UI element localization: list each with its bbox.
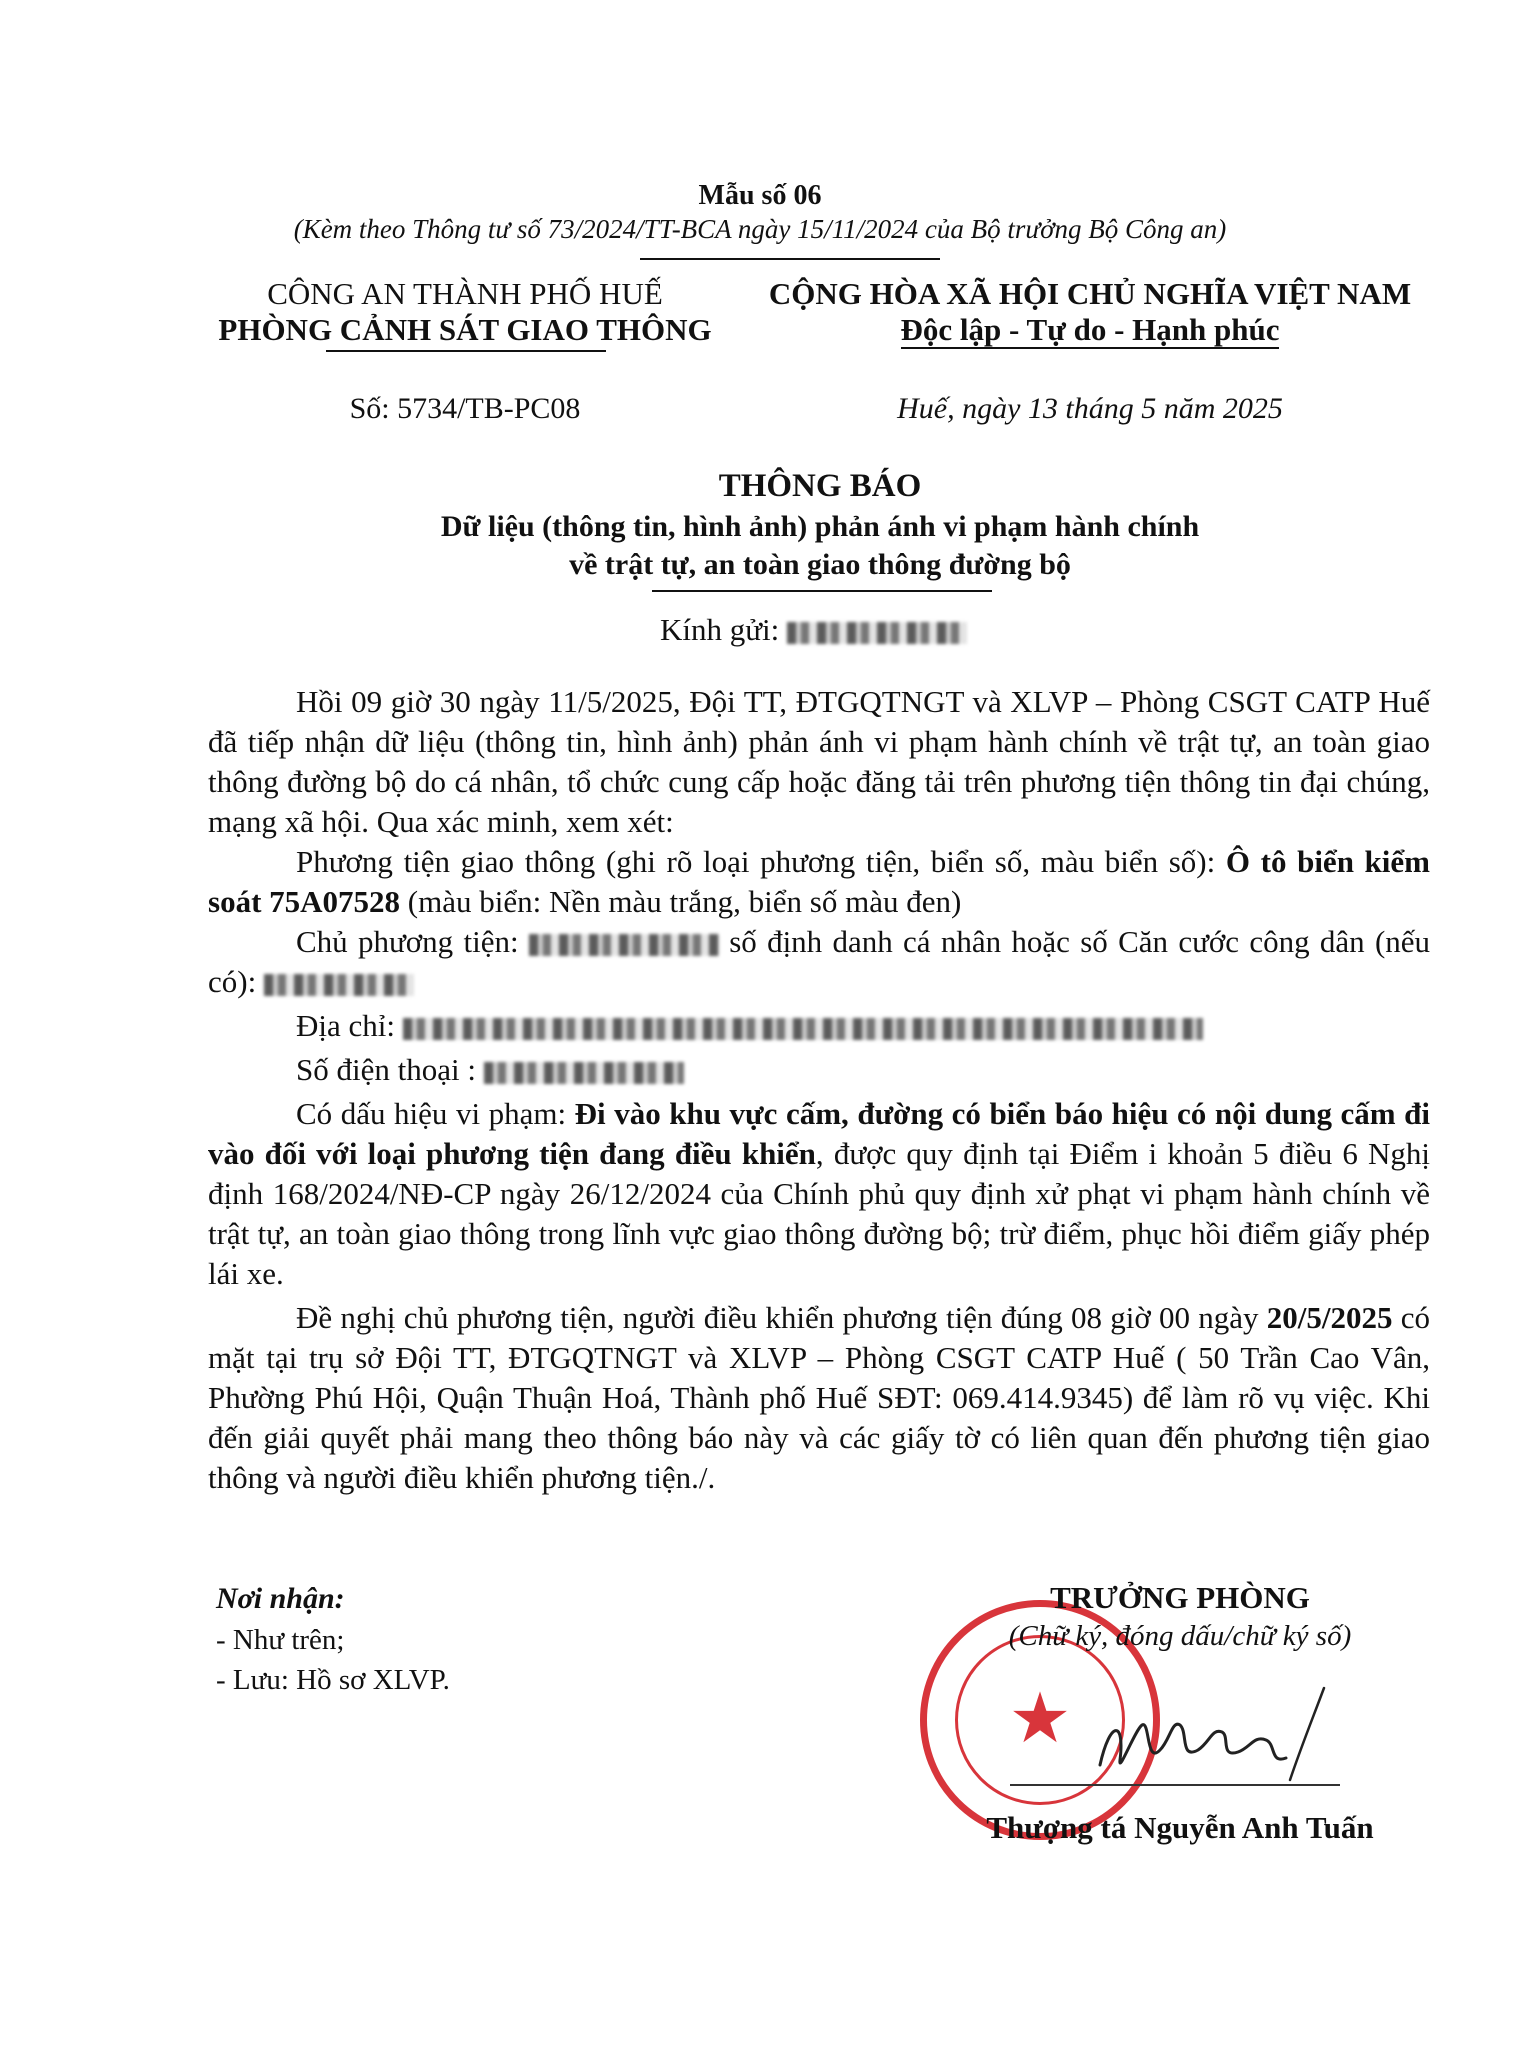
violation-rest: , được quy định tại Điểm i khoản 5 điều 6 Nghị định 168/2024/NĐ-CP ngày 26/12/2024 của Chính phủ quy định xử phạt vi phạm hành chính về trật tự, an toàn giao thông trong lĩnh vực giao thông đường bộ; trừ điểm, phục hồi điểm giấy phép lái xe. [208, 1136, 1430, 1291]
violation-value: Đi vào khu vực cấm, đường có biển báo hiệu có nội dung cấm đi vào đối với loại phương tiện đang điều khiển [208, 1096, 1431, 1171]
paragraph-violation [208, 1094, 1430, 1294]
form-note-rule [640, 258, 940, 260]
title-underline [652, 590, 992, 592]
signature-rule [1010, 1784, 1340, 1786]
agency-line2: PHÒNG CẢNH SÁT GIAO THÔNG [218, 312, 712, 347]
request-date: 20/5/2025 [1266, 1300, 1393, 1335]
request-rest: có mặt tại trụ sở Đội TT, ĐTGQTNGT và XLVP – Phòng CSGT CATP Huế ( 50 Trần Cao Vân, Phường Phú Hội, Quận Thuận Hoá, Thành phố Huế SĐT: 069.414.9345) để làm rõ vụ việc. Khi đến giải quyết phải mang theo thông báo này và các giấy tờ có liên quan đến phương tiện giao thông và người điều khiển phương tiện./. [208, 1300, 1431, 1495]
nation-line1: CỘNG HÒA XÃ HỘI CHỦ NGHĨA VIỆT NAM [768, 276, 1412, 311]
document-title: THÔNG BÁO [718, 468, 922, 504]
redacted-owner-name [529, 934, 719, 956]
paragraph-owner [208, 922, 1430, 1002]
signer-name: Thượng tá Nguyễn Anh Tuấn [986, 1810, 1374, 1845]
nation-motto: Độc lập - Tự do - Hạnh phúc [900, 312, 1280, 347]
vehicle-label: Phương tiện giao thông (ghi rõ loại phương tiện, biển số, màu biển số): [296, 844, 1216, 879]
recipients-item-2: - Lưu: Hồ sơ XLVP. [216, 1664, 450, 1696]
document-body [208, 682, 1430, 1498]
redacted-phone [484, 1062, 684, 1084]
owner-id-label: số định danh cá nhân hoặc số Căn cước công dân (nếu có): [208, 924, 1431, 999]
recipient-line [660, 612, 967, 648]
nation-line2 [740, 312, 1440, 348]
paragraph-intro: Hồi 09 giờ 30 ngày 11/5/2025, Đội TT, ĐTGQTNGT và XLVP – Phòng CSGT CATP Huế đã tiếp nhận dữ liệu (thông tin, hình ảnh) phản ánh vi phạm hành chính về trật tự, an toàn giao thông đường bộ do cá nhân, tổ chức cung cấp hoặc đăng tải trên phương tiện thông tin đại chúng, mạng xã hội. Qua xác minh, xem xét: [208, 684, 1430, 839]
recipients-item-1: - Như trên; [216, 1624, 345, 1656]
agency-line1: CÔNG AN THÀNH PHỐ HUẾ [267, 276, 663, 311]
signature-note: (Chữ ký, đóng dấu/chữ ký số) [1008, 1620, 1352, 1652]
redacted-recipient [787, 622, 967, 644]
paragraph-phone [208, 1050, 1430, 1090]
vehicle-value: Ô tô biển kiểm soát 75A07528 [208, 844, 1430, 919]
phone-label: Số điện thoại : [296, 1052, 476, 1087]
handwritten-signature [1080, 1680, 1340, 1800]
form-number: Mẫu số 06 [698, 180, 822, 211]
paragraph-vehicle [208, 842, 1430, 922]
redacted-address [403, 1018, 1203, 1040]
paragraph-address [208, 1006, 1430, 1046]
agency-underline [326, 350, 606, 352]
vehicle-color: (màu biển: Nền màu trắng, biển số màu đen) [407, 884, 962, 919]
place-date: Huế, ngày 13 tháng 5 năm 2025 [897, 392, 1283, 425]
redacted-owner-id [264, 974, 414, 996]
address-label: Địa chỉ: [296, 1008, 395, 1043]
recipient-label: Kính gửi: [660, 612, 780, 647]
star-icon: ★ [1008, 1681, 1072, 1758]
recipients-label: Nơi nhận: [216, 1582, 345, 1615]
document-subtitle-2: về trật tự, an toàn giao thông đường bộ [569, 548, 1071, 581]
owner-label: Chủ phương tiện: [296, 924, 519, 959]
request-intro: Đề nghị chủ phương tiện, người điều khiển phương tiện đúng 08 giờ 00 ngày [296, 1300, 1259, 1335]
form-note: (Kèm theo Thông tư số 73/2024/TT-BCA ngày 15/11/2024 của Bộ trưởng Bộ Công an) [293, 214, 1227, 244]
document-subtitle-1: Dữ liệu (thông tin, hình ảnh) phản ánh vi phạm hành chính [440, 510, 1200, 543]
signature-position: TRƯỞNG PHÒNG [1050, 1580, 1310, 1615]
document-number: Số: 5734/TB-PC08 [349, 392, 581, 425]
violation-label: Có dấu hiệu vi phạm: [296, 1096, 567, 1131]
paragraph-request [208, 1298, 1430, 1498]
